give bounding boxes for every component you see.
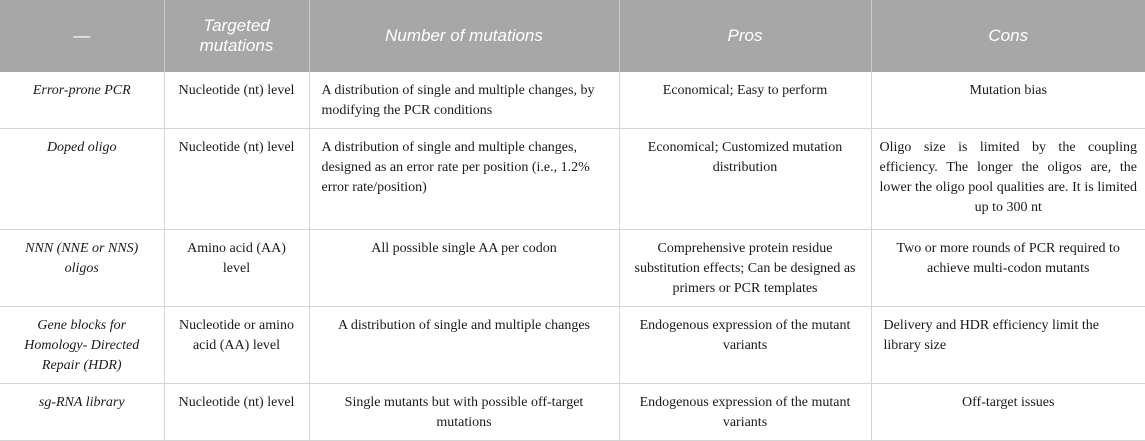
cell-pros: Economical; Customized mutation distribution [619, 129, 871, 230]
header-number-of-mutations: Number of mutations [309, 0, 619, 72]
table-body [0, 72, 1145, 441]
cell-targeted: Nucleotide (nt) level [164, 384, 309, 441]
cell-number: All possible single AA per codon [309, 230, 619, 307]
cell-method: Doped oligo [0, 129, 164, 230]
cell-method: Error-prone PCR [0, 72, 164, 129]
table-row [0, 129, 1145, 230]
cell-cons: Delivery and HDR efficiency limit the library size [871, 307, 1145, 384]
header-row [0, 0, 1145, 72]
cell-method: NNN (NNE or NNS) oligos [0, 230, 164, 307]
cell-targeted: Nucleotide (nt) level [164, 72, 309, 129]
cell-pros: Endogenous expression of the mutant variants [619, 307, 871, 384]
cell-number: Single mutants but with possible off-target mutations [309, 384, 619, 441]
table-row [0, 307, 1145, 384]
cell-cons: Oligo size is limited by the coupling efficiency. The longer the oligos are, the lower the oligo pool qualities are. It is limited up to 300 nt [871, 129, 1145, 230]
cell-pros: Comprehensive protein residue substitution effects; Can be designed as primers or PCR templates [619, 230, 871, 307]
table-header [0, 0, 1145, 72]
header-targeted-mutations: Targeted mutations [164, 0, 309, 72]
header-pros: Pros [619, 0, 871, 72]
cell-number: A distribution of single and multiple changes, designed as an error rate per position (i.e., 1.2% error rate/position) [309, 129, 619, 230]
table-row [0, 384, 1145, 441]
header-method: — [0, 0, 164, 72]
cell-targeted: Nucleotide or amino acid (AA) level [164, 307, 309, 384]
table-row [0, 72, 1145, 129]
cell-targeted: Nucleotide (nt) level [164, 129, 309, 230]
cell-targeted: Amino acid (AA) level [164, 230, 309, 307]
cell-pros: Endogenous expression of the mutant variants [619, 384, 871, 441]
table-row [0, 230, 1145, 307]
cell-cons: Two or more rounds of PCR required to achieve multi-codon mutants [871, 230, 1145, 307]
header-cons: Cons [871, 0, 1145, 72]
cell-method: Gene blocks for Homology- Directed Repair (HDR) [0, 307, 164, 384]
cell-method: sg-RNA library [0, 384, 164, 441]
cell-cons: Mutation bias [871, 72, 1145, 129]
cell-number: A distribution of single and multiple changes [309, 307, 619, 384]
cell-cons: Off-target issues [871, 384, 1145, 441]
cell-pros: Economical; Easy to perform [619, 72, 871, 129]
cell-number: A distribution of single and multiple changes, by modifying the PCR conditions [309, 72, 619, 129]
